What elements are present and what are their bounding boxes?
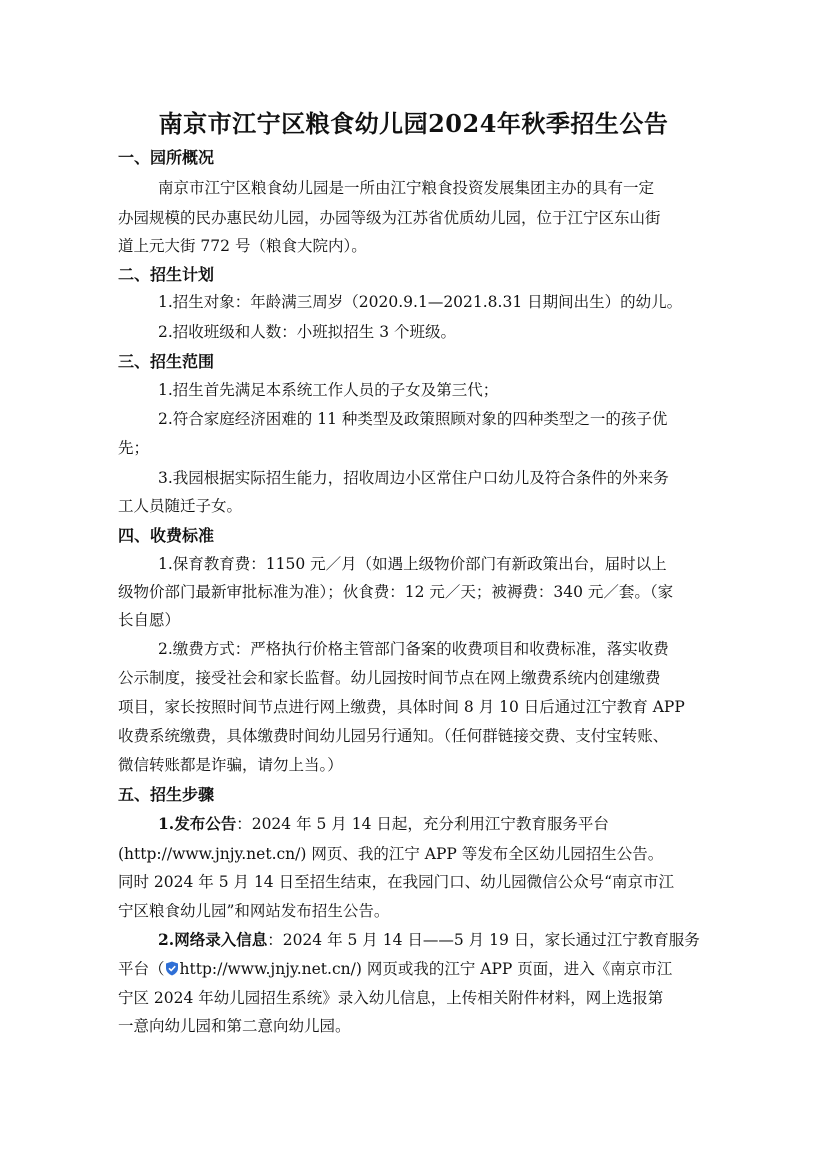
paragraph-line: 2.符合家庭经济困难的 11 种类型及政策照顾对象的四种类型之一的孩子优 — [158, 410, 668, 428]
paragraph-line: 一意向幼儿园和第二意向幼儿园。 — [118, 1017, 351, 1035]
step-title: 发布公告 — [174, 814, 237, 833]
paragraph-line: 1.招生首先满足本系统工作人员的子女及第三代； — [158, 381, 499, 399]
shield-check-icon — [165, 961, 179, 976]
paragraph-line: 级物价部门最新审批标准为准）；伙食费：12 元／天；被褥费：340 元／套。（家 — [118, 583, 674, 601]
paragraph-line: 微信转账都是诈骗，请勿上当。） — [118, 756, 343, 774]
paragraph-line: 公示制度，接受社会和家长监督。幼儿园按时间节点在网上缴费系统内创建缴费 — [118, 669, 661, 687]
step-number: 1. — [158, 814, 175, 833]
section-heading-fees: 四、收费标准 — [118, 526, 215, 545]
paragraph-line: 宁区 2024 年幼儿园招生系统》录入幼儿信息，上传相关附件材料，网上选报第 — [118, 989, 664, 1007]
paragraph-text: 平台（ — [118, 960, 165, 978]
step-text: ：2024 年 5 月 14 日——5 月 19 日，家长通过江宁教育服务 — [267, 931, 700, 949]
step-title: 网络录入信息 — [174, 930, 268, 949]
link-text[interactable]: http://www.jnjy.net.cn/) 网页或我的江宁 APP 页面，进入《南京市江 — [179, 960, 673, 978]
section-heading-plan: 二、招生计划 — [118, 265, 215, 284]
paragraph-line: 收费系统缴费，具体缴费时间幼儿园另行通知。（任何群链接交费、支付宝转账、 — [118, 727, 669, 745]
paragraph-line: 办园规模的民办惠民幼儿园，办园等级为江苏省优质幼儿园，位于江宁区东山街 — [118, 209, 661, 227]
paragraph-line: 2.缴费方式：严格执行价格主管部门备案的收费项目和收费标准，落实收费 — [158, 640, 669, 658]
page-title: 南京市江宁区粮食幼儿园2024年秋季招生公告 — [158, 109, 669, 138]
paragraph-line: 2.招收班级和人数：小班拟招生 3 个班级。 — [158, 323, 457, 341]
paragraph-line: 项目，家长按照时间节点进行网上缴费，具体时间 8 月 10 日后通过江宁教育 APP — [118, 698, 685, 716]
section-heading-steps: 五、招生步骤 — [118, 785, 215, 804]
paragraph-line — [158, 812, 609, 834]
paragraph-line: 同时 2024 年 5 月 14 日至招生结束，在我园门口、幼儿园微信公众号“南京市江 — [118, 873, 675, 891]
paragraph-line: 3.我园根据实际招生能力，招收周边小区常住户口幼儿及符合条件的外来务 — [158, 469, 669, 487]
paragraph-line: 先； — [118, 439, 150, 457]
paragraph-line: 1.保育教育费：1150 元／月（如遇上级物价部门有新政策出台，届时以上 — [158, 555, 667, 573]
section-heading-overview: 一、园所概况 — [118, 148, 215, 167]
paragraph-line: (http://www.jnjy.net.cn/) 网页、我的江宁 APP 等发布全区幼儿园招生公告。 — [118, 845, 664, 863]
step-text: ：2024 年 5 月 14 日起，充分利用江宁教育服务平台 — [236, 815, 609, 833]
paragraph-line: 宁区粮食幼儿园”和网站发布招生公告。 — [118, 902, 390, 920]
paragraph-line: 1.招生对象：年龄满三周岁（2020.9.1—2021.8.31 日期间出生）的幼儿。 — [158, 293, 683, 311]
paragraph-line — [158, 928, 700, 950]
paragraph-line: 南京市江宁区粮食幼儿园是一所由江宁粮食投资发展集团主办的具有一定 — [158, 179, 655, 197]
paragraph-line: 工人员随迁子女。 — [118, 497, 243, 515]
paragraph-line: 道上元大街 772 号（粮食大院内）。 — [118, 237, 367, 255]
step-number: 2. — [158, 930, 175, 949]
paragraph-line — [118, 957, 672, 979]
section-heading-scope: 三、招生范围 — [118, 352, 215, 371]
paragraph-line: 长自愿） — [118, 611, 181, 629]
